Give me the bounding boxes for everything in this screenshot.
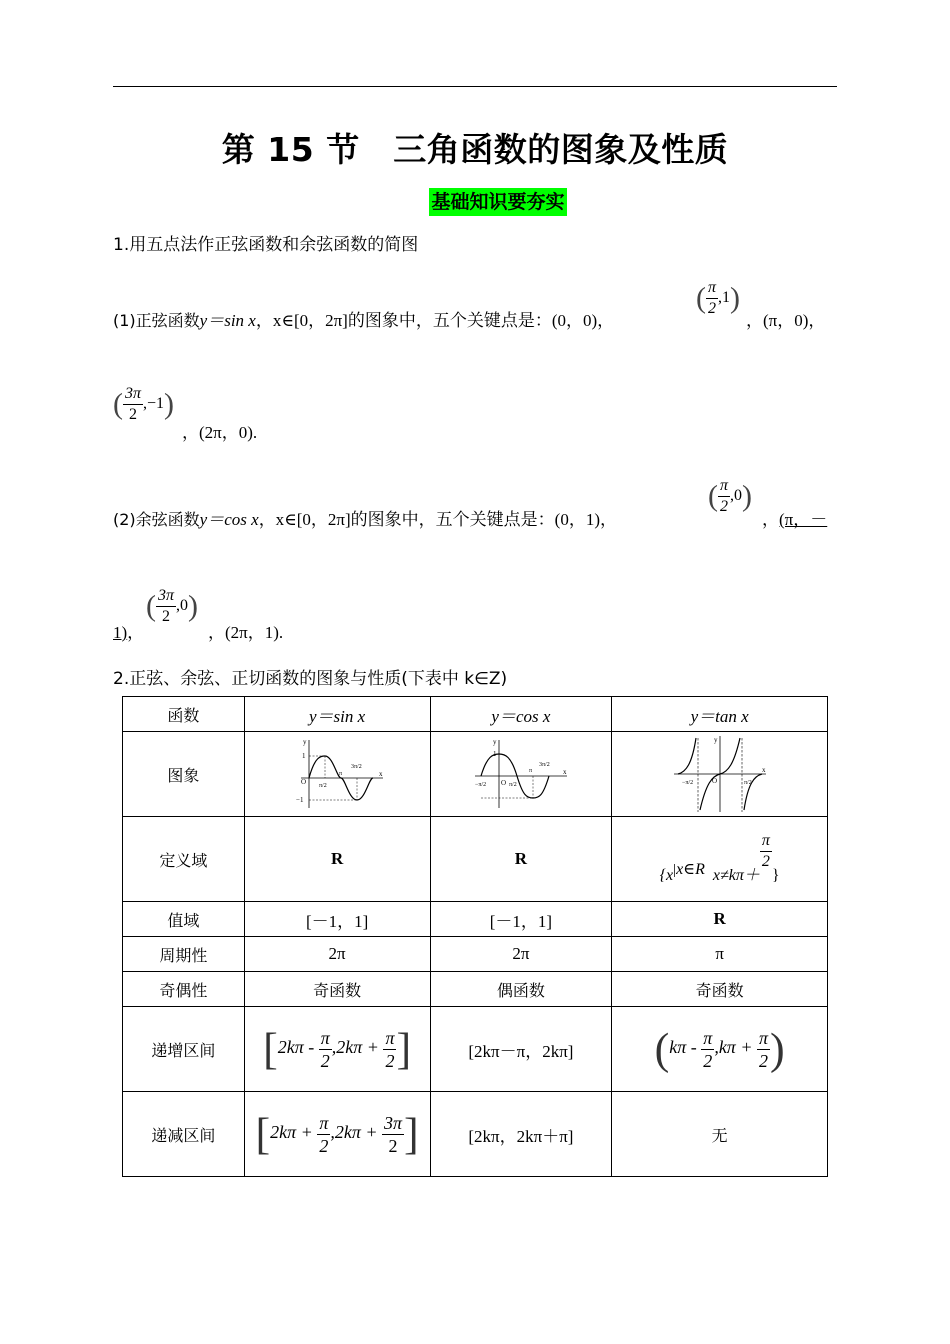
cosine-label-neg-pi-half: −π/2: [474, 782, 487, 788]
cell-sin-header: y＝sin x: [244, 697, 430, 732]
cell-label: 奇偶性: [123, 972, 245, 1007]
section2-heading: 2.正弦、余弦、正切函数的图象与性质(下表中 k∈Z): [113, 669, 508, 689]
cell-cos-header: y＝cos x: [430, 697, 612, 732]
cell-sin-range: [－1，1]: [244, 902, 430, 937]
cosine-point-2: ( $\frac{\pi}{2}$ ,0): [708, 477, 753, 515]
table-row-header: [123, 697, 828, 732]
cell-cos-period: 2π: [430, 937, 612, 972]
tangent-label-pi-half: π/2: [743, 780, 752, 786]
cell-sin-graph: [244, 732, 430, 817]
cell-label: 递减区间: [123, 1092, 245, 1177]
cell-label: 值域: [123, 902, 245, 937]
cell-cos-parity: 偶函数: [430, 972, 612, 1007]
trig-properties-table: [122, 696, 828, 1177]
table-row-decreasing: [123, 1092, 828, 1177]
tangent-label-y: y: [713, 736, 718, 744]
cell-label: 函数: [123, 697, 245, 732]
cell-cos-range: [－1，1]: [430, 902, 612, 937]
sine-graph: [287, 736, 387, 812]
cosine-point-3-answer: (π，－: [779, 510, 828, 529]
cosine-prefix: (2)余弦函数: [113, 510, 200, 529]
table-row-domain: [123, 817, 828, 902]
cell-label: 图象: [123, 732, 245, 817]
sine-func: y＝sin x: [199, 311, 256, 330]
sine-point-2: ( $\frac{\pi}{2}$ ,1): [696, 279, 741, 317]
section1-heading: 1.用五点法作正弦函数和余弦函数的简图: [113, 235, 419, 255]
cosine-label-o: O: [500, 779, 506, 787]
cosine-func: y＝cos x: [199, 510, 259, 529]
tangent-curve-left: [678, 738, 696, 774]
cell-tan-parity: 奇函数: [612, 972, 828, 1007]
cell-tan-range: R: [612, 902, 828, 937]
tangent-label-neg-pi-half: −π/2: [681, 780, 693, 786]
cosine-label-x: x: [562, 768, 567, 776]
table-row-parity: [123, 972, 828, 1007]
cell-tan-domain: {x|x∈R x≠kπ＋ $\frac{\pi}{2}$ }: [612, 817, 828, 902]
cell-cos-increasing: [2kπ－π，2kπ]: [430, 1007, 612, 1092]
cell-sin-parity: 奇函数: [244, 972, 430, 1007]
cell-sin-period: 2π: [244, 937, 430, 972]
tangent-label-x: x: [761, 766, 766, 774]
cell-cos-domain: R: [430, 817, 612, 902]
subtitle-highlight: 基础知识要夯实: [429, 188, 566, 216]
table-row-range: [123, 902, 828, 937]
cell-sin-increasing: [2kπ - $\frac{\pi}{2}$ ,2kπ + $\frac{\pi}{2}$ ]: [244, 1007, 430, 1092]
cosine-label-y: y: [492, 738, 497, 746]
tangent-label-o: O: [711, 777, 717, 785]
cosine-label-pi-half: π/2: [508, 782, 517, 788]
cell-tan-decreasing: 无: [612, 1092, 828, 1177]
sine-label-y: y: [303, 738, 307, 746]
cell-tan-period: π: [612, 937, 828, 972]
sine-label-neg-one: −1: [296, 796, 304, 804]
sine-label-3pi-half: 3π/2: [351, 764, 362, 770]
table-row-increasing: [123, 1007, 828, 1092]
cosine-point-4: ( $\frac{3\pi}{2}$ ,0): [146, 587, 199, 625]
cosine-label-3pi-half: 3π/2: [538, 762, 550, 768]
cell-sin-decreasing: [2kπ + $\frac{\pi}{2}$ ,2kπ + $\frac{3\pi}{2}$ ]: [244, 1092, 430, 1177]
cosine-point-3: ，(π，－: [762, 510, 828, 529]
cosine-line: [113, 505, 617, 530]
table-row-graph: [123, 732, 828, 817]
sine-point-4: ( $\frac{3\pi}{2}$ ,−1): [113, 385, 175, 423]
subtitle-wrap: [0, 188, 950, 216]
sine-prefix: (1)正弦函数: [113, 311, 200, 330]
cosine-point-3-end: 1)，: [113, 623, 145, 642]
sine-line: [113, 306, 614, 331]
sine-point-3: ，(π，0)，: [746, 311, 826, 330]
cell-tan-graph: [612, 732, 828, 817]
cosine-label-one: 1: [492, 750, 497, 758]
cosine-graph: [471, 736, 571, 812]
cell-sin-domain: R: [244, 817, 430, 902]
sine-label-pi-half: π/2: [319, 783, 327, 789]
tangent-graph: [670, 734, 770, 814]
sine-label-o: O: [301, 778, 307, 786]
cosine-label-pi: π: [528, 768, 532, 774]
cosine-point-5: ，(2π，1).: [208, 623, 284, 642]
cell-tan-header: y＝tan x: [612, 697, 828, 732]
table-row-period: [123, 937, 828, 972]
sine-label-x: x: [379, 770, 383, 778]
sine-label-one: 1: [302, 752, 306, 760]
sine-point-5: ，(2π，0).: [182, 423, 258, 442]
cosine-domain-text: ，x∈[0，2π]的图象中，五个关键点是：(0，1)，: [258, 510, 617, 529]
cell-cos-graph: [430, 732, 612, 817]
cell-cos-decreasing: [2kπ，2kπ＋π]: [430, 1092, 612, 1177]
cell-label: 递增区间: [123, 1007, 245, 1092]
cell-label: 定义域: [123, 817, 245, 902]
sine-label-pi: π: [339, 771, 343, 777]
page-title: 第 15 节 三角函数的图象及性质: [221, 130, 729, 169]
cell-label: 周期性: [123, 937, 245, 972]
cell-tan-increasing: (kπ - $\frac{\pi}{2}$ ,kπ + $\frac{\pi}{2}$ ): [612, 1007, 828, 1092]
header-rule: [113, 86, 837, 87]
sine-domain-text: ，x∈[0，2π]的图象中，五个关键点是：(0，0)，: [255, 311, 615, 330]
